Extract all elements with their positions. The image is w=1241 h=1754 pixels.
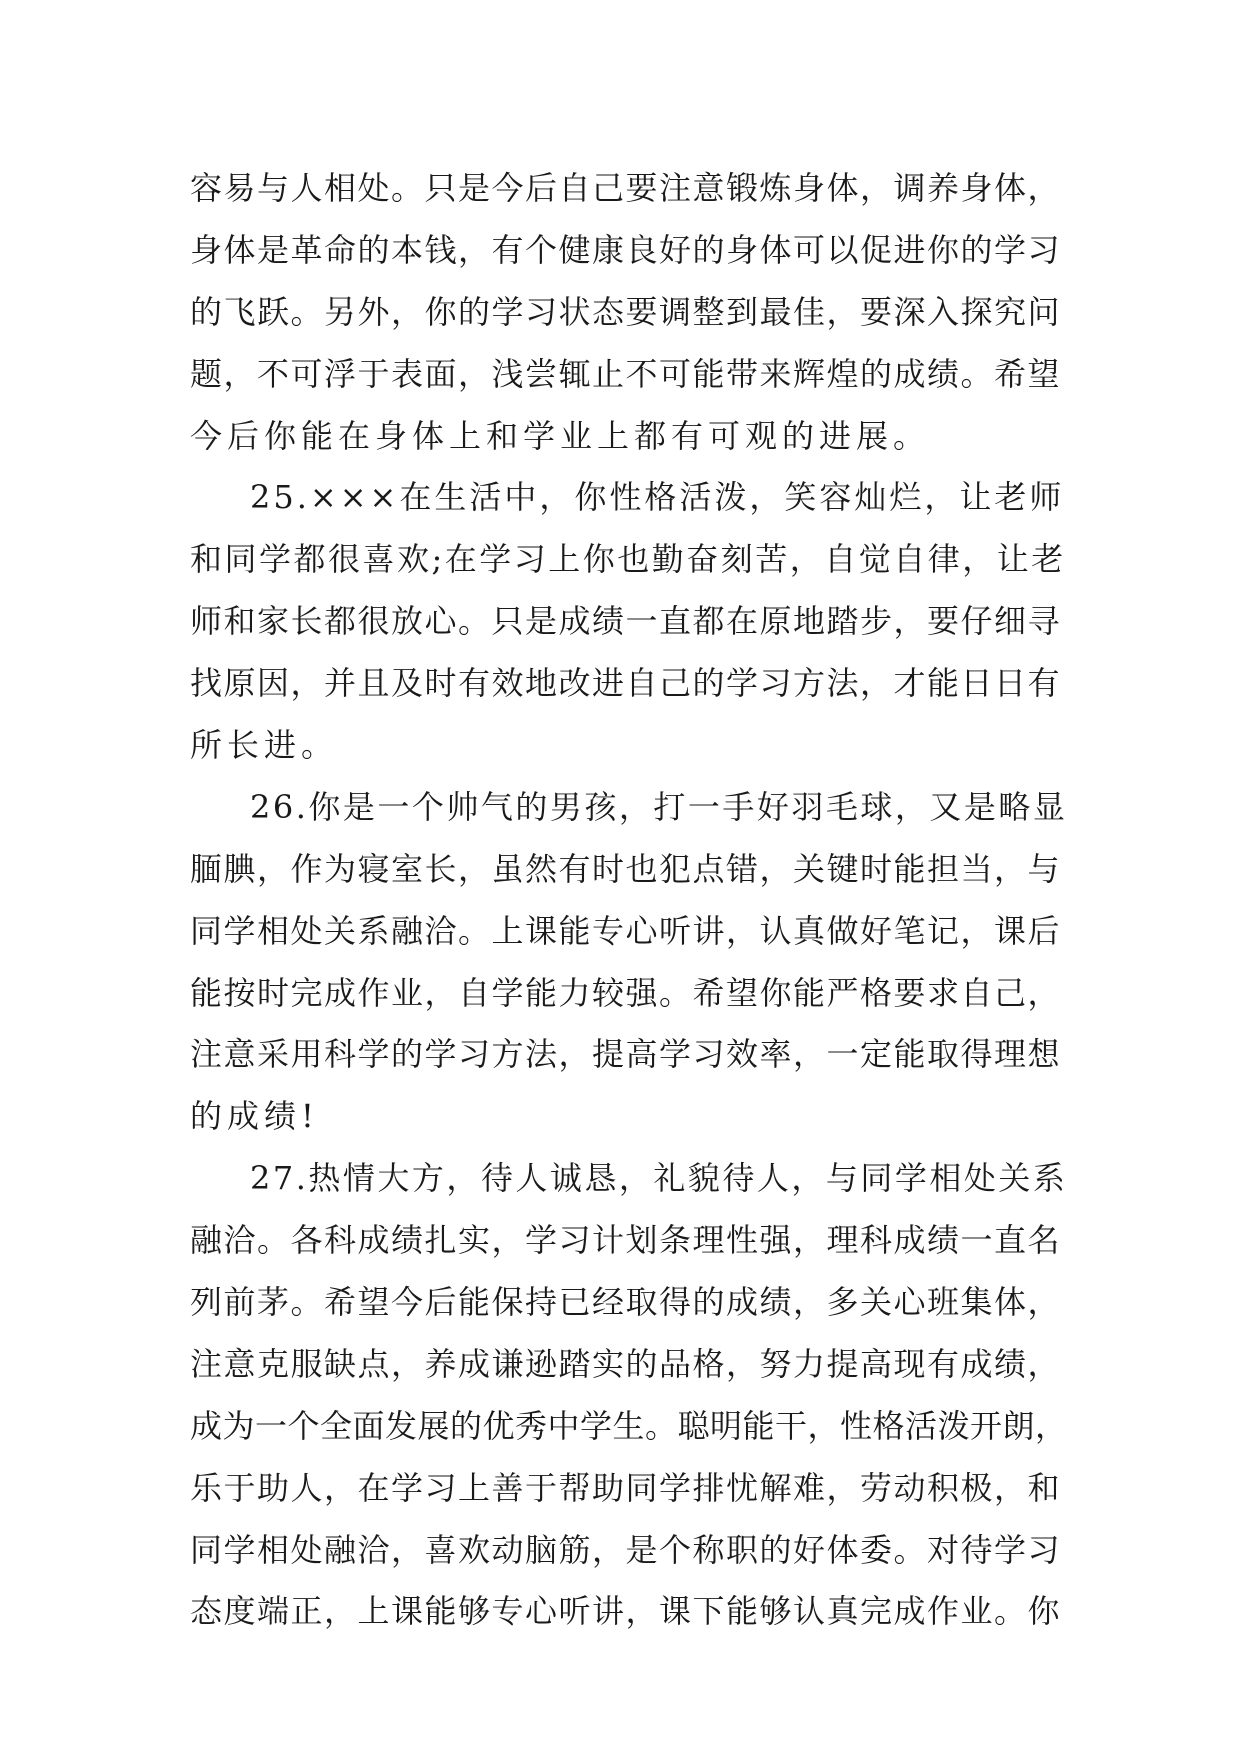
text-line: 乐于助人，在学习上善于帮助同学排忧解难，劳动积极，和: [190, 1468, 1062, 1507]
text-line: 26.你是一个帅气的男孩，打一手好羽毛球，又是略显: [250, 787, 1068, 826]
text-line: 师和家长都很放心。只是成绩一直都在原地踏步，要仔细寻: [190, 602, 1062, 641]
text-line: 今后你能在身体上和学业上都有可观的进展。: [190, 416, 931, 455]
body-text: [190, 158, 1070, 1643]
text-line: 注意克服缺点，养成谦逊踏实的品格，努力提高现有成绩，: [190, 1344, 1062, 1383]
text-line: 能按时完成作业，自学能力较强。希望你能严格要求自己，: [190, 973, 1062, 1012]
text-line: 的飞跃。另外，你的学习状态要调整到最佳，要深入探究问: [190, 292, 1062, 331]
text-line: 融洽。各科成绩扎实，学习计划条理性强，理科成绩一直名: [190, 1221, 1062, 1260]
text-line: 身体是革命的本钱，有个健康良好的身体可以促进你的学习: [190, 230, 1062, 269]
text-line: 27.热情大方，待人诚恳，礼貌待人，与同学相处关系: [250, 1159, 1068, 1198]
text-line: 列前茅。希望今后能保持已经取得的成绩，多关心班集体，: [190, 1283, 1062, 1322]
text-line: 态度端正，上课能够专心听讲，课下能够认真完成作业。你: [190, 1592, 1062, 1631]
text-line: 成为一个全面发展的优秀中学生。聪明能干，性格活泼开朗，: [190, 1406, 1068, 1445]
text-line: 题，不可浮于表面，浅尝辄止不可能带来辉煌的成绩。希望: [190, 354, 1062, 393]
text-line: 同学相处关系融洽。上课能专心听讲，认真做好笔记，课后: [190, 911, 1062, 950]
text-line: 找原因，并且及时有效地改进自己的学习方法，才能日日有: [190, 664, 1062, 703]
text-line: 注意采用科学的学习方法，提高学习效率，一定能取得理想: [190, 1035, 1062, 1074]
text-line: 25.×××在生活中，你性格活泼，笑容灿烂，让老师: [250, 478, 1065, 517]
text-line: 所长进。: [190, 726, 339, 765]
text-line: 容易与人相处。只是今后自己要注意锻炼身体，调养身体，: [190, 169, 1062, 207]
text-line: 的成绩!: [190, 1097, 319, 1136]
text-line: 和同学都很喜欢;在学习上你也勤奋刻苦，自觉自律，让老: [190, 540, 1066, 579]
text-line: 同学相处融洽，喜欢动脑筋，是个称职的好体委。对待学习: [190, 1530, 1062, 1569]
text-line: 腼腆，作为寝室长，虽然有时也犯点错，关键时能担当，与: [190, 849, 1062, 888]
